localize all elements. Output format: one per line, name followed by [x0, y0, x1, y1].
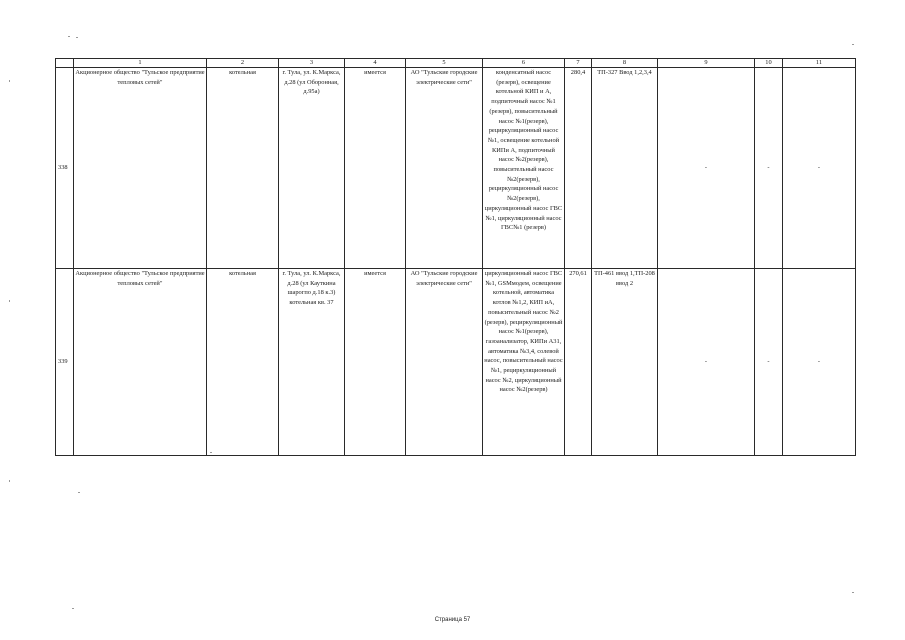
column-header: 9: [658, 59, 755, 68]
column-header: 7: [565, 59, 592, 68]
col11-cell: -: [783, 68, 856, 269]
page-footer: Страница 57: [434, 617, 471, 623]
column-header: 2: [207, 59, 279, 68]
owner-cell: Акционерное общество "Тульское предприятие тепловых сетей": [74, 269, 207, 456]
column-header: 8: [592, 59, 658, 68]
column-header: 10: [755, 59, 783, 68]
scan-speck: [852, 592, 854, 593]
column-header: 4: [345, 59, 406, 68]
table-row: [56, 68, 856, 269]
row-number: 339: [56, 269, 74, 456]
scan-speck: [72, 608, 74, 609]
network-org-cell: АО "Тульские городские электрические сети": [406, 269, 483, 456]
column-header: 6: [483, 59, 565, 68]
availability-cell: имеется: [345, 269, 406, 456]
network-org-cell: АО "Тульские городские электрические сети": [406, 68, 483, 269]
equipment-cell: циркуляционный насос ГВС №1, GSMмодем, освещение котельной, автоматика котлов №1,2, КИП иА, повысительный насос №2 (резерв), рециркуляционный насос №1(резерв), газоанализатор, КИПи А31, автоматика №3,4, солевой насос, повысительный насос №1, рециркуляционный насос №2, циркуляционный насос №2(резерв): [483, 269, 565, 456]
scan-speck: [9, 300, 10, 302]
address-cell: г. Тула, ул. К.Маркса, д.28 (ул Кауткина шарогпо д.18 к.3) котельная кв. 37: [279, 269, 345, 456]
scan-speck: [852, 44, 854, 45]
col9-cell: -: [658, 68, 755, 269]
substation-cell: ТП-461 ввод 1,ТП-208 ввод 2: [592, 269, 658, 456]
substation-cell: ТП-327 Ввод 1,2,3,4: [592, 68, 658, 269]
column-number-row: [56, 59, 856, 68]
address-cell: г. Тула, ул. К.Маркса, д.28 (ул Оборонная, д.95а): [279, 68, 345, 269]
column-header: 3: [279, 59, 345, 68]
col10-cell: -: [755, 269, 783, 456]
scan-speck: [9, 480, 10, 482]
col9-cell: -: [658, 269, 755, 456]
scan-speck: [78, 492, 80, 493]
object-cell: котельная: [207, 269, 279, 456]
registry-table: [55, 58, 856, 456]
scan-speck: [9, 80, 10, 82]
scan-speck: [68, 36, 70, 37]
column-header: 11: [783, 59, 856, 68]
scan-speck: [76, 37, 78, 38]
col10-cell: -: [755, 68, 783, 269]
scan-speck: [210, 452, 212, 453]
equipment-cell: конденсатный насос (резерв), освещение котельной КИП и А, подпиточный насос №1 (резерв), повысительный насос №1(резерв), рециркуляционный насос №1, освещение котельной КИПи А, подпиточный насос №2(резерв), повысительный насос №2(резерв), рециркуляционный насос №2(резерв), циркуляционный насос ГВС №1, циркуляционный насос ГВС№1 (резерв): [483, 68, 565, 269]
object-cell: котельная: [207, 68, 279, 269]
column-header: 1: [74, 59, 207, 68]
power-cell: 280,4: [565, 68, 592, 269]
col11-cell: -: [783, 269, 856, 456]
column-header: 5: [406, 59, 483, 68]
owner-cell: Акционерное общество "Тульское предприятие тепловых сетей": [74, 68, 207, 269]
availability-cell: имеется: [345, 68, 406, 269]
table-row: [56, 269, 856, 456]
header-blank-cell: [56, 59, 74, 68]
row-number: 338: [56, 68, 74, 269]
power-cell: 270,61: [565, 269, 592, 456]
